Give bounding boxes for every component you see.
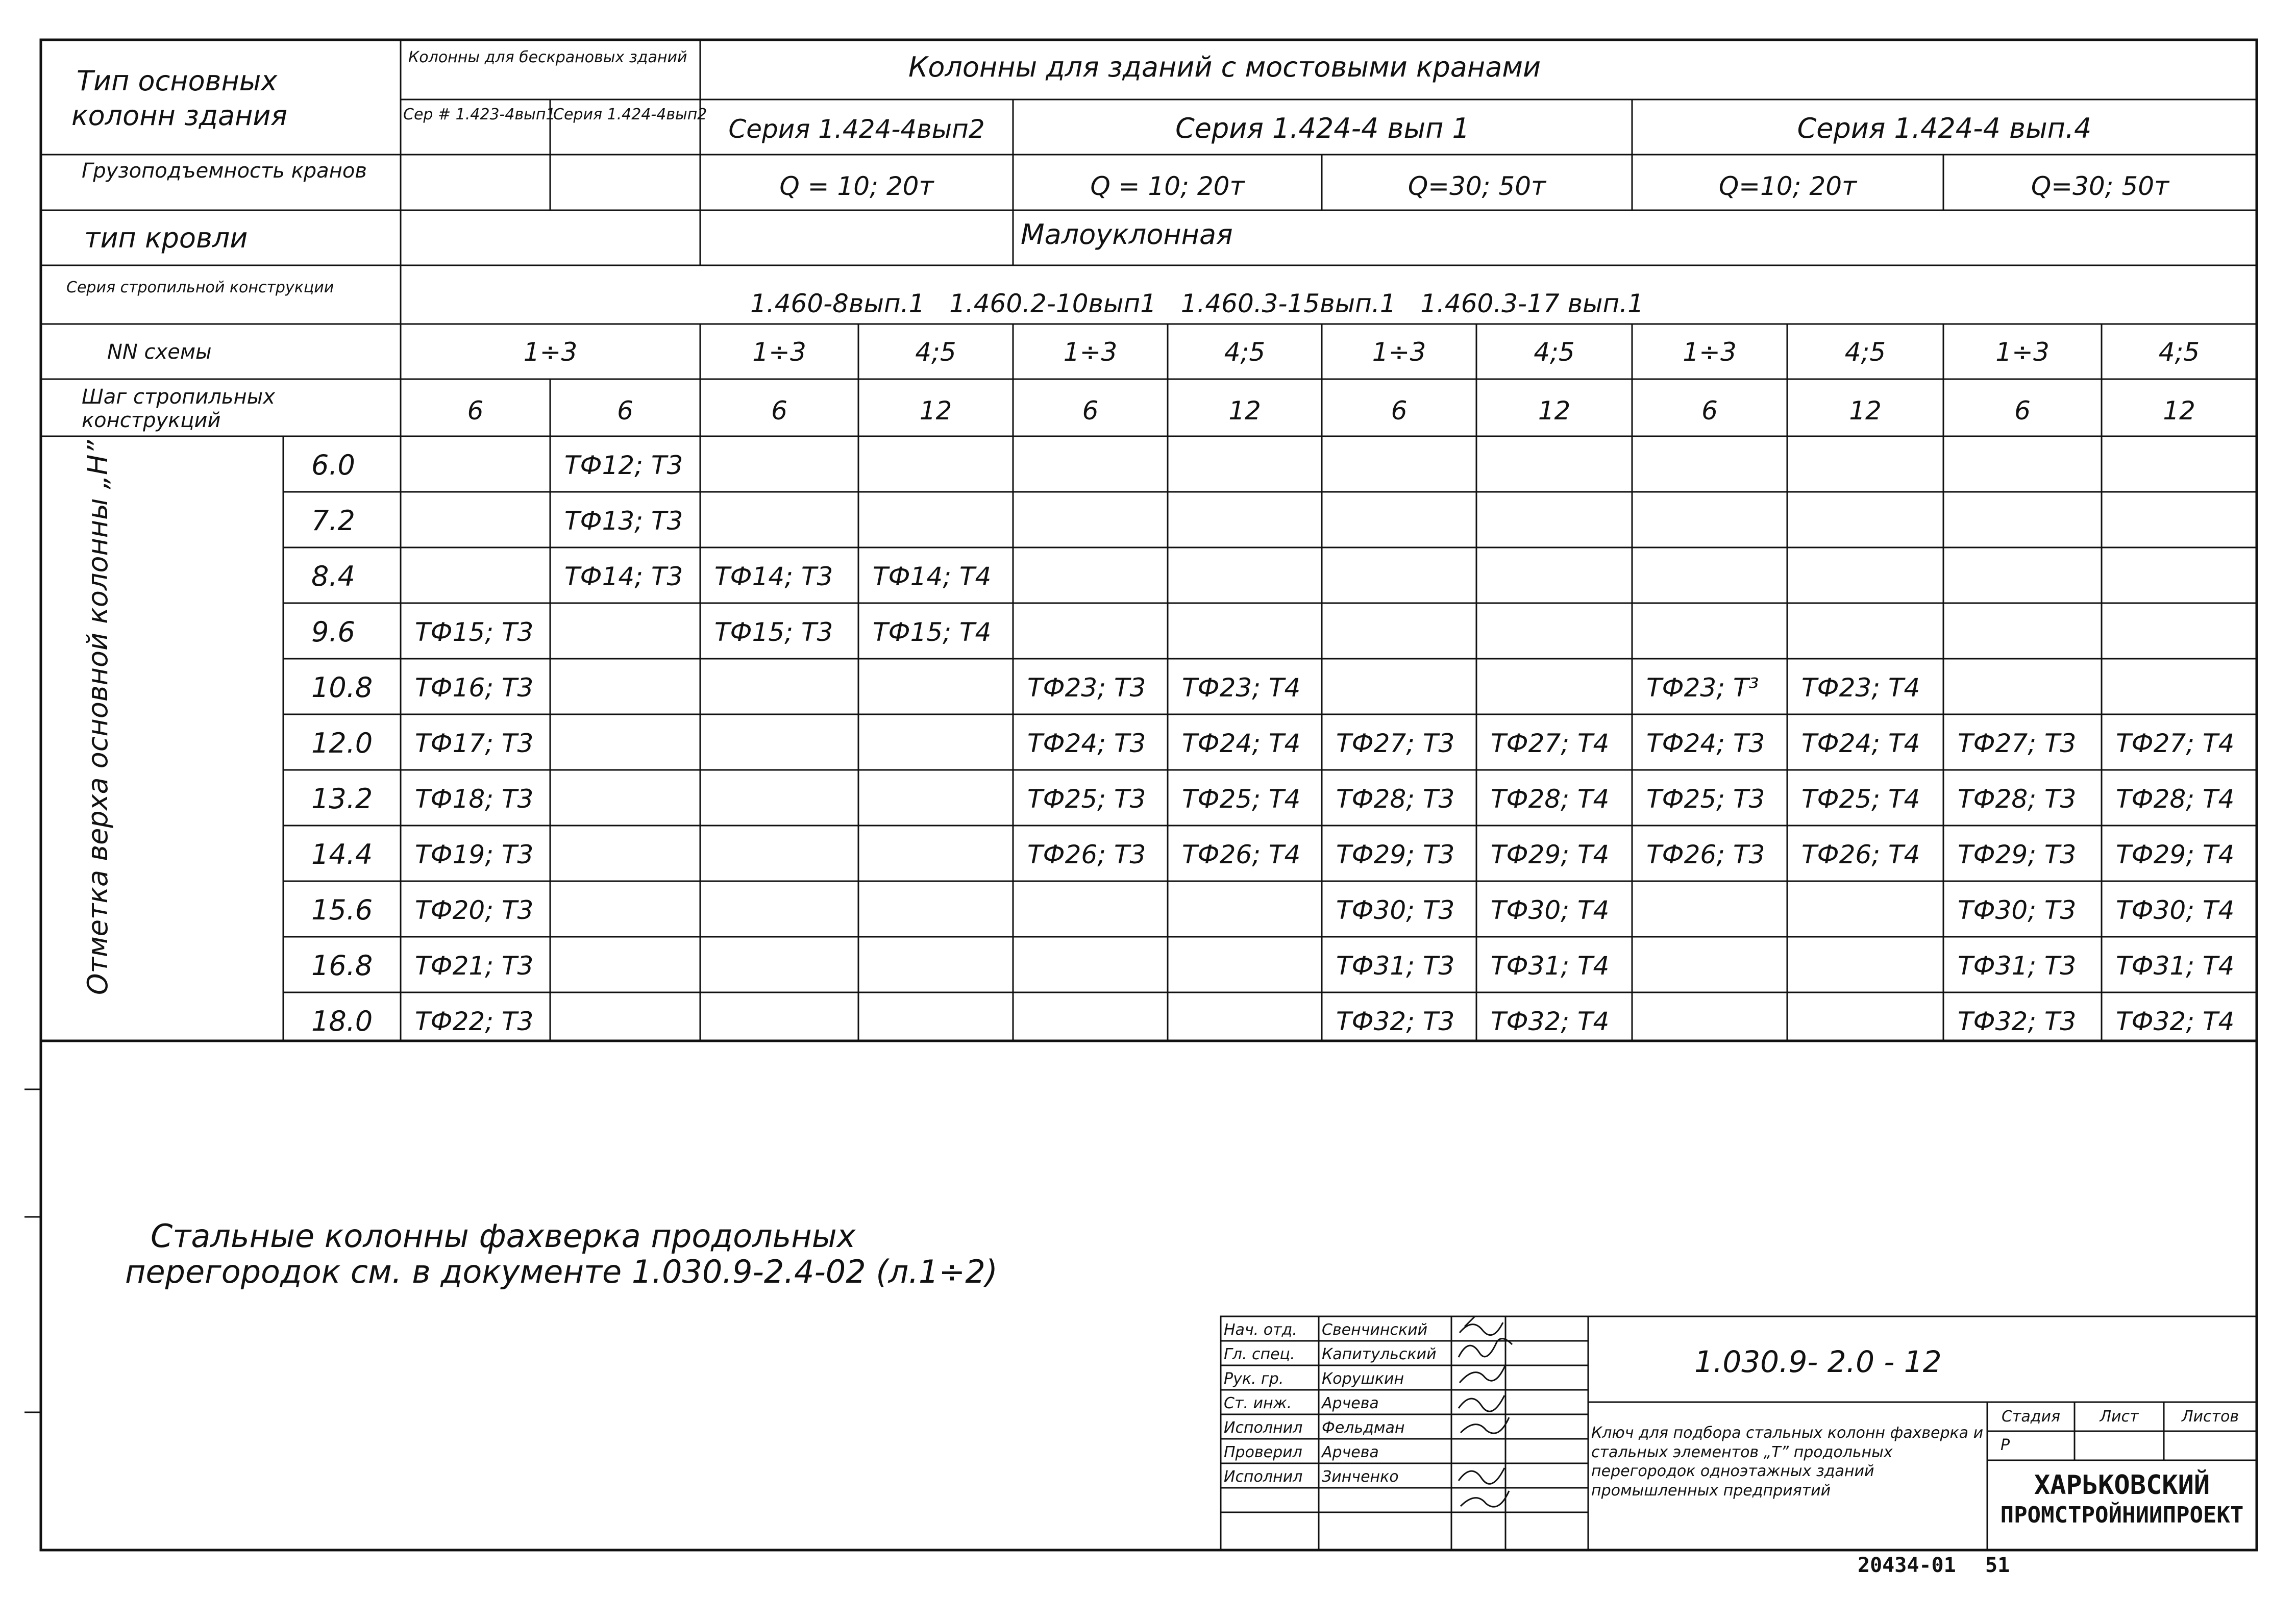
table-cell: ТФ26; Т3 <box>1027 840 1146 869</box>
table-cell: ТФ29; Т3 <box>1336 840 1455 869</box>
table-cell: ТФ12; Т3 <box>564 451 683 480</box>
table-cell: ТФ14; Т4 <box>873 562 992 591</box>
step-7: 12 <box>1538 396 1571 426</box>
table-cell: ТФ24; Т3 <box>1646 729 1765 758</box>
table-cell: ТФ18; Т3 <box>415 784 534 814</box>
title-block-name: Арчева <box>1322 1443 1379 1461</box>
row-elevation: 13.2 <box>311 783 373 815</box>
table-cell: ТФ23; Т³ <box>1646 673 1759 703</box>
table-cell: ТФ23; Т4 <box>1801 673 1920 703</box>
step-8: 6 <box>1701 396 1718 426</box>
row-elevation: 6.0 <box>311 449 355 481</box>
step-1: 6 <box>617 396 633 426</box>
title-block-name: Корушкин <box>1322 1370 1404 1388</box>
row-elevation: 10.8 <box>311 671 373 704</box>
table-cell: ТФ28; Т3 <box>1958 784 2077 814</box>
table-cell: ТФ24; Т3 <box>1027 729 1146 758</box>
table-cell: ТФ31; Т3 <box>1336 951 1455 981</box>
scheme-8: 4;5 <box>1844 337 1886 367</box>
series-1-label: Серия 1.424-4вып2 <box>728 114 985 144</box>
row-elevation: 14.4 <box>311 838 373 870</box>
step-0: 6 <box>467 396 484 426</box>
table-cell: ТФ27; Т3 <box>1958 729 2077 758</box>
table-cell: ТФ28; Т4 <box>1491 784 1610 814</box>
table-cell: ТФ27; Т4 <box>1491 729 1610 758</box>
title-block-role: Гл. спец. <box>1224 1345 1295 1363</box>
table-cell: ТФ16; Т3 <box>415 673 534 703</box>
table-cell: ТФ24; Т4 <box>1801 729 1920 758</box>
capacity-2: Q = 10; 20т <box>1090 171 1245 201</box>
table-cell: ТФ26; Т4 <box>1801 840 1920 869</box>
table-cell: ТФ31; Т4 <box>1491 951 1610 981</box>
organization-name-line-2: ПРОМСТРОЙНИИПРОЕКТ <box>2000 1502 2244 1528</box>
series-2-label: Серия 1.424-4 вып 1 <box>1175 112 1470 144</box>
title-block-role: Ст. инж. <box>1224 1394 1292 1412</box>
table-cell: ТФ26; Т4 <box>1182 840 1301 869</box>
signature-4 <box>1459 1395 1504 1411</box>
step-4: 6 <box>1082 396 1099 426</box>
sheets-label: Листов <box>2181 1408 2239 1426</box>
table-cell: ТФ19; Т3 <box>415 840 534 869</box>
document-description: Ключ для подбора стальных колонн фахверка и стальных элементов „Т” продольных перегородок одноэтажных зданий промышленных предприятий <box>1591 1424 1984 1500</box>
table-cell: ТФ27; Т4 <box>2116 729 2235 758</box>
step-11: 12 <box>2163 396 2195 426</box>
table-cell: ТФ29; Т4 <box>1491 840 1610 869</box>
table-cell: ТФ23; Т3 <box>1027 673 1146 703</box>
table-cell: ТФ25; Т3 <box>1027 784 1146 814</box>
table-cell: ТФ14; Т3 <box>714 562 833 591</box>
table-cell: ТФ15; Т3 <box>714 617 833 647</box>
step-9: 12 <box>1849 396 1882 426</box>
table-cell: ТФ32; Т4 <box>1491 1007 1610 1036</box>
table-cell: ТФ17; Т3 <box>415 729 534 758</box>
title-block-role: Рук. гр. <box>1224 1370 1284 1388</box>
scheme-2: 4;5 <box>915 337 956 367</box>
table-cell: ТФ23; Т4 <box>1182 673 1301 703</box>
capacity-4: Q=10; 20т <box>1718 171 1857 201</box>
table-cell: ТФ30; Т4 <box>1491 895 1610 925</box>
row-elevation: 18.0 <box>311 1005 373 1037</box>
scheme-9: 1÷3 <box>1995 337 2050 367</box>
title-block-role: Нач. отд. <box>1224 1321 1297 1339</box>
organization-name-line-1: ХАРЬКОВСКИЙ <box>2034 1470 2210 1501</box>
step-10: 6 <box>2014 396 2031 426</box>
craneless-series-b: Серия 1.424-4вып2 <box>553 106 707 123</box>
step-2: 6 <box>771 396 787 426</box>
table-cell: ТФ32; Т4 <box>2116 1007 2235 1036</box>
table-cell: ТФ15; Т4 <box>873 617 992 647</box>
scheme-1: 1÷3 <box>752 337 806 367</box>
signature-3 <box>1460 1365 1505 1383</box>
signatures <box>1459 1316 1512 1507</box>
title-block-role: Проверил <box>1224 1443 1302 1461</box>
archive-number: 20434-01 <box>1858 1554 1956 1577</box>
step-3: 12 <box>919 396 952 426</box>
note-line-2: перегородок см. в документе 1.030.9-2.4-02 (л.1÷2) <box>125 1253 998 1290</box>
craneless-series-a: Сер # 1.423-4вып1 <box>403 106 556 123</box>
stage-label: Стадия <box>2001 1408 2061 1426</box>
title-block-name: Зинченко <box>1322 1468 1399 1486</box>
capacity-5: Q=30; 50т <box>2031 171 2169 201</box>
roof-type-value: Малоуклонная <box>1021 218 1233 251</box>
table-cell: ТФ29; Т3 <box>1958 840 2077 869</box>
scheme-10: 4;5 <box>2158 337 2200 367</box>
stage-value: Р <box>2001 1436 2010 1454</box>
scheme-5: 1÷3 <box>1372 337 1426 367</box>
series-3-label: Серия 1.424-4 вып.4 <box>1797 112 2092 144</box>
table-cell: ТФ29; Т4 <box>2116 840 2235 869</box>
row-elevation: 9.6 <box>311 616 355 648</box>
title-block-name: Свенчинский <box>1322 1321 1428 1339</box>
step-6: 6 <box>1391 396 1408 426</box>
signature-1 <box>1460 1316 1503 1335</box>
title-block-role: Исполнил <box>1224 1419 1303 1437</box>
table-cell: ТФ28; Т4 <box>2116 784 2235 814</box>
rafter-series-label: Серия стропильной конструкции <box>66 279 334 296</box>
capacity-1: Q = 10; 20т <box>779 171 934 201</box>
page-number: 51 <box>1985 1554 2010 1577</box>
table-cell: ТФ27; Т3 <box>1336 729 1455 758</box>
table-cell: ТФ32; Т3 <box>1958 1007 2077 1036</box>
title-block-name: Арчева <box>1322 1394 1379 1412</box>
row-elevation: 15.6 <box>311 894 373 926</box>
column-mark-label: Отметка верха основной колонны „Н” <box>82 440 114 995</box>
table-cell: ТФ15; Т3 <box>415 617 534 647</box>
note-line-1: Стальные колонны фахверка продольных <box>151 1217 856 1255</box>
table-cell: ТФ28; Т3 <box>1336 784 1455 814</box>
row-elevation: 8.4 <box>311 560 355 592</box>
capacity-label: Грузоподъемность кранов <box>82 159 367 183</box>
title-block-role: Исполнил <box>1224 1468 1303 1486</box>
sheet-frame <box>41 40 2257 1550</box>
table-cell: ТФ30; Т3 <box>1958 895 2077 925</box>
table-cell: ТФ22; Т3 <box>415 1007 534 1036</box>
column-type-label-line1: Тип основных <box>77 65 278 97</box>
signature-5 <box>1461 1417 1509 1433</box>
title-block-name: Фельдман <box>1322 1419 1405 1437</box>
table-cell: ТФ14; Т3 <box>564 562 683 591</box>
table-cell: ТФ25; Т3 <box>1646 784 1765 814</box>
table-cell: ТФ25; Т4 <box>1182 784 1301 814</box>
table-cell: ТФ32; Т3 <box>1336 1007 1455 1036</box>
document-code: 1.030.9- 2.0 - 12 <box>1694 1344 1942 1379</box>
step-5: 12 <box>1228 396 1261 426</box>
capacity-3: Q=30; 50т <box>1408 171 1546 201</box>
title-block-name: Капитульский <box>1322 1345 1437 1363</box>
craneless-label: Колонны для бескрановых зданий <box>408 48 687 66</box>
scheme-7: 1÷3 <box>1683 337 1737 367</box>
row-elevation: 12.0 <box>311 727 373 759</box>
scheme-4: 4;5 <box>1224 337 1266 367</box>
table-cell: ТФ31; Т3 <box>1958 951 2077 981</box>
signature-6 <box>1459 1468 1504 1484</box>
column-type-label-line2: колонн здания <box>71 99 288 132</box>
table-cell: ТФ26; Т3 <box>1646 840 1765 869</box>
crane-columns-label: Колонны для зданий с мостовыми кранами <box>908 51 1541 83</box>
roof-type-label: тип кровли <box>84 222 248 254</box>
signature-7 <box>1461 1491 1509 1507</box>
scheme-6: 4;5 <box>1534 337 1575 367</box>
table-cell: ТФ21; Т3 <box>415 951 534 981</box>
step-label: Шаг стропильных конструкций <box>82 385 275 432</box>
row-elevation: 16.8 <box>311 950 373 982</box>
table-cell: ТФ30; Т4 <box>2116 895 2235 925</box>
row-elevation: 7.2 <box>311 505 355 537</box>
table-cell: ТФ13; Т3 <box>564 506 683 536</box>
table-cell: ТФ30; Т3 <box>1336 895 1455 925</box>
table-cell: ТФ24; Т4 <box>1182 729 1301 758</box>
table-cell: ТФ25; Т4 <box>1801 784 1920 814</box>
table-cell: ТФ31; Т4 <box>2116 951 2235 981</box>
table-cell: ТФ20; Т3 <box>415 895 534 925</box>
sheet-label: Лист <box>2100 1408 2139 1426</box>
rafter-series-value: 1.460-8вып.1 1.460.2-10вып1 1.460.3-15вып.1 1.460.3-17 вып.1 <box>750 289 1644 318</box>
scheme-label: NN схемы <box>107 340 212 364</box>
scheme-3: 1÷3 <box>1063 337 1118 367</box>
scheme-0: 1÷3 <box>523 337 578 367</box>
